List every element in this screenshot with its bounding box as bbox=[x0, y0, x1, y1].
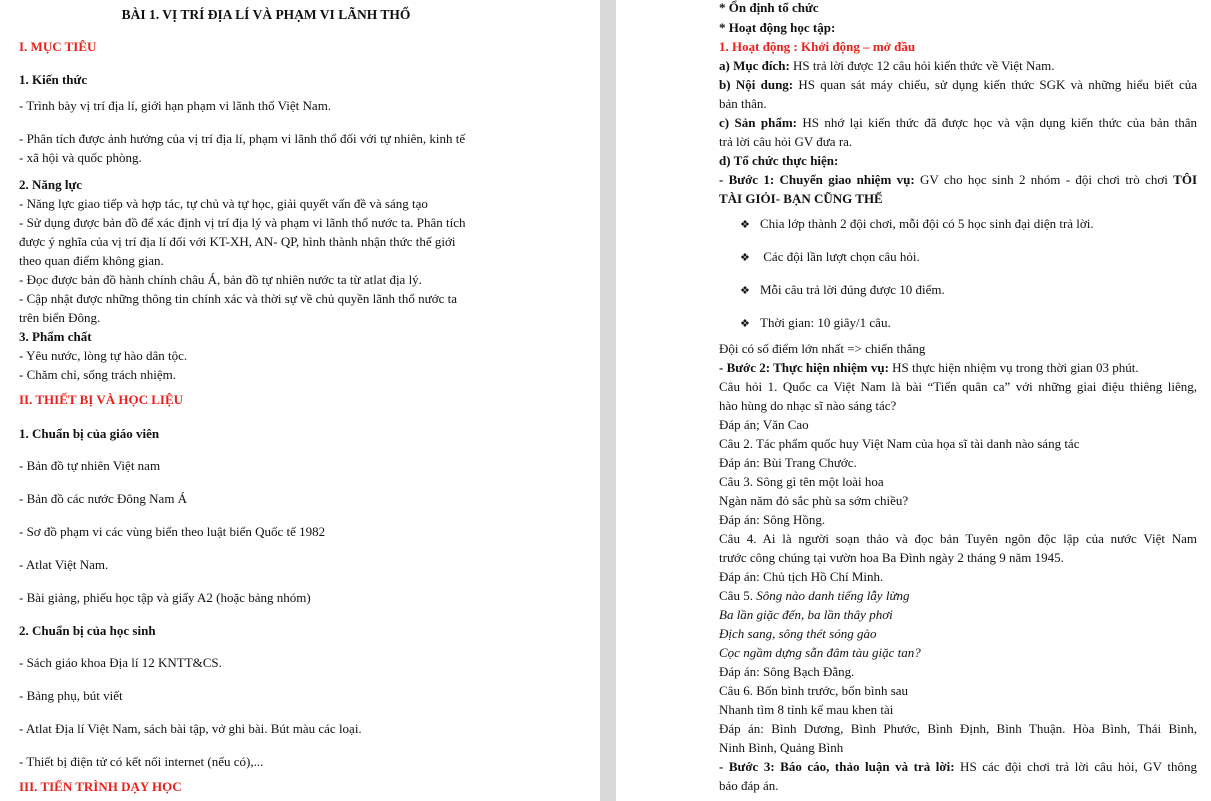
paragraph-line: - Atlat Địa lí Việt Nam, sách bài tập, vở ghi bài. Bút màu các loại. bbox=[19, 721, 362, 736]
answer-line: Đáp án: Bùi Trang Chước. bbox=[719, 455, 857, 470]
poem-line: Cọc ngầm dựng sẵn đâm tàu giặc tan? bbox=[719, 645, 921, 660]
list-item: ❖ Các đội lần lượt chọn câu hỏi. bbox=[740, 249, 920, 264]
question-line: Ngàn năm đỏ sắc phù sa sớm chiều? bbox=[719, 493, 909, 508]
paragraph-line: - Phân tích được ảnh hưởng của vị trí địa lí, phạm vi lãnh thổ đối với tự nhiên, kinh tế bbox=[19, 131, 466, 146]
question-line: Câu hỏi 1. Quốc ca Việt Nam là bài “Tiến quân ca” với những giai điệu thiêng liêng, bbox=[719, 379, 1197, 394]
paragraph-line: - Sách giáo khoa Địa lí 12 KNTT&CS. bbox=[19, 655, 222, 670]
step1-line: - Bước 1: Chuyển giao nhiệm vụ: GV cho học sinh 2 nhóm - đội chơi trò chơi TÔI bbox=[719, 172, 1197, 187]
paragraph-line: bản thân. bbox=[719, 96, 767, 111]
poem-line: Ba lần giặc đến, ba lần thây phơi bbox=[719, 607, 893, 622]
answer-line: Đáp án: Sông Bạch Đằng. bbox=[719, 664, 855, 679]
paragraph-line: - Sử dụng được bản đồ để xác định vị trí địa lý và phạm vi lãnh thổ nước ta. Phân tích bbox=[19, 215, 466, 230]
question-line: Câu 4. Ai là người soạn thảo và đọc bản Tuyên ngôn độc lập của nước Việt Nam bbox=[719, 531, 1197, 546]
paragraph-line: - Đọc được bản đồ hành chính châu Á, bản đồ tự nhiên nước ta từ atlat địa lý. bbox=[19, 272, 422, 287]
section-heading-equipment: II. THIẾT BỊ VÀ HỌC LIỆU bbox=[19, 392, 184, 407]
question-line: Câu 2. Tác phẩm quốc huy Việt Nam của họa sĩ tài danh nào sáng tác bbox=[719, 436, 1080, 451]
question-line: Câu 3. Sông gì tên một loài hoa bbox=[719, 474, 884, 489]
content-line: b) Nội dung: HS quan sát máy chiếu, sử dụng kiến thức SGK và những hiểu biết của bbox=[719, 77, 1198, 92]
activity-heading: 1. Hoạt động : Khởi động – mở đầu bbox=[719, 39, 916, 54]
paragraph-line: - Thiết bị điện tử có kết nối internet (nếu có),... bbox=[19, 754, 264, 769]
section-heading-objectives: I. MỤC TIÊU bbox=[19, 39, 97, 54]
aim-line: a) Mục đích: HS trả lời được 12 câu hỏi kiến thức về Việt Nam. bbox=[719, 58, 1055, 73]
paragraph-line: - Trình bày vị trí địa lí, giới hạn phạm vi lãnh thổ Việt Nam. bbox=[19, 98, 332, 113]
question-line: Câu 5. Sông nào danh tiếng lẫy lừng bbox=[719, 588, 910, 603]
paragraph-line: trả lời câu hỏi GV đưa ra. bbox=[719, 134, 853, 149]
paragraph-line: - Bản đồ tự nhiên Việt nam bbox=[19, 458, 161, 473]
diamond-bullet-icon: ❖ bbox=[740, 285, 750, 297]
diamond-bullet-icon: ❖ bbox=[740, 252, 750, 264]
paragraph-line: - Bảng phụ, bút viết bbox=[19, 688, 123, 703]
question-line: Câu 6. Bốn bình trước, bốn bình sau bbox=[719, 683, 909, 698]
question-line: hào hùng do nhạc sĩ nào sáng tác? bbox=[719, 398, 897, 413]
document-page-right bbox=[616, 0, 1211, 801]
paragraph-line: được ý nghĩa của vị trí địa lí đối với KT-XH, AN- QP, hình thành nhận thức thế giới bbox=[19, 234, 456, 249]
diamond-bullet-icon: ❖ bbox=[740, 219, 750, 231]
document-page-left bbox=[0, 0, 600, 801]
paragraph-line: theo quan điểm không gian. bbox=[19, 253, 164, 268]
paragraph-line: Đội có số điểm lớn nhất => chiến thắng bbox=[719, 341, 926, 356]
step3-line: - Bước 3: Báo cáo, thảo luận và trả lời: HS các đội chơi trả lời câu hỏi, GV thông bbox=[719, 759, 1197, 774]
heading-quality: 3. Phẩm chất bbox=[19, 329, 92, 344]
paragraph-line: - Yêu nước, lòng tự hào dân tộc. bbox=[19, 348, 188, 363]
question-line: trước công chúng tại vườn hoa Ba Đình ngày 2 tháng 9 năm 1945. bbox=[719, 550, 1064, 565]
heading-student-prep: 2. Chuẩn bị của học sinh bbox=[19, 623, 156, 638]
paragraph-line: - Atlat Việt Nam. bbox=[19, 557, 109, 572]
answer-line: Ninh Bình, Quảng Bình bbox=[719, 740, 844, 755]
section-heading-process: III. TIẾN TRÌNH DẠY HỌC bbox=[19, 779, 182, 794]
paragraph-line: - Chăm chỉ, sống trách nhiệm. bbox=[19, 367, 177, 382]
paragraph-line: - Năng lực giao tiếp và hợp tác, tự chủ và tự học, giải quyết vấn đề và sáng tạo bbox=[19, 196, 428, 211]
paragraph-line: - Sơ đồ phạm vi các vùng biển theo luật biển Quốc tế 1982 bbox=[19, 524, 326, 539]
heading-teacher-prep: 1. Chuẩn bị của giáo viên bbox=[19, 426, 160, 441]
paragraph-line: - Bản đồ các nước Đông Nam Á bbox=[19, 491, 188, 506]
heading-line: * Hoạt động học tập: bbox=[719, 20, 836, 35]
product-line: c) Sản phẩm: HS nhớ lại kiến thức đã được học và vận dụng kiến thức của bản thân bbox=[719, 115, 1197, 130]
paragraph-line: báo đáp án. bbox=[719, 778, 779, 793]
list-item: ❖ Mỗi câu trả lời đúng được 10 điểm. bbox=[740, 282, 945, 297]
paragraph-line: - Bài giảng, phiếu học tập và giấy A2 (hoặc bảng nhóm) bbox=[19, 590, 311, 605]
question-line: Nhanh tìm 8 tỉnh kể mau khen tài bbox=[719, 702, 894, 717]
answer-line: Đáp án: Chủ tịch Hồ Chí Minh. bbox=[719, 569, 884, 584]
lesson-title: BÀI 1. VỊ TRÍ ĐỊA LÍ VÀ PHẠM VI LÃNH THỔ bbox=[121, 7, 411, 22]
list-item: ❖ Chia lớp thành 2 đội chơi, mỗi đội có 5 học sinh đại diện trả lời. bbox=[740, 216, 1094, 231]
paragraph-line: - Cập nhật được những thông tin chính xác và thời sự về chủ quyền lãnh thổ nước ta bbox=[19, 291, 457, 306]
paragraph-line: - xã hội và quốc phòng. bbox=[19, 150, 142, 165]
list-item: ❖ Thời gian: 10 giây/1 câu. bbox=[740, 315, 891, 330]
paragraph-line: trên biển Đông. bbox=[19, 310, 101, 325]
heading-knowledge: 1. Kiến thức bbox=[19, 72, 88, 87]
heading-ability: 2. Năng lực bbox=[19, 177, 83, 192]
heading-line: * Ổn định tổ chức bbox=[719, 0, 819, 15]
poem-line: Địch sang, sông thét sóng gào bbox=[719, 626, 877, 641]
answer-line: Đáp án; Văn Cao bbox=[719, 417, 809, 432]
step2-line: - Bước 2: Thực hiện nhiệm vụ: HS thực hiện nhiệm vụ trong thời gian 03 phút. bbox=[719, 360, 1139, 375]
page-gutter bbox=[600, 0, 616, 801]
game-name: TÀI GIỎI- BẠN CŨNG THẾ bbox=[719, 191, 883, 206]
answer-line: Đáp án: Bình Dương, Bình Phước, Bình Định, Bình Thuận. Hòa Bình, Thái Bình, bbox=[719, 721, 1197, 736]
heading-organization: d) Tổ chức thực hiện: bbox=[719, 153, 839, 168]
diamond-bullet-icon: ❖ bbox=[740, 318, 750, 330]
answer-line: Đáp án: Sông Hồng. bbox=[719, 512, 826, 527]
